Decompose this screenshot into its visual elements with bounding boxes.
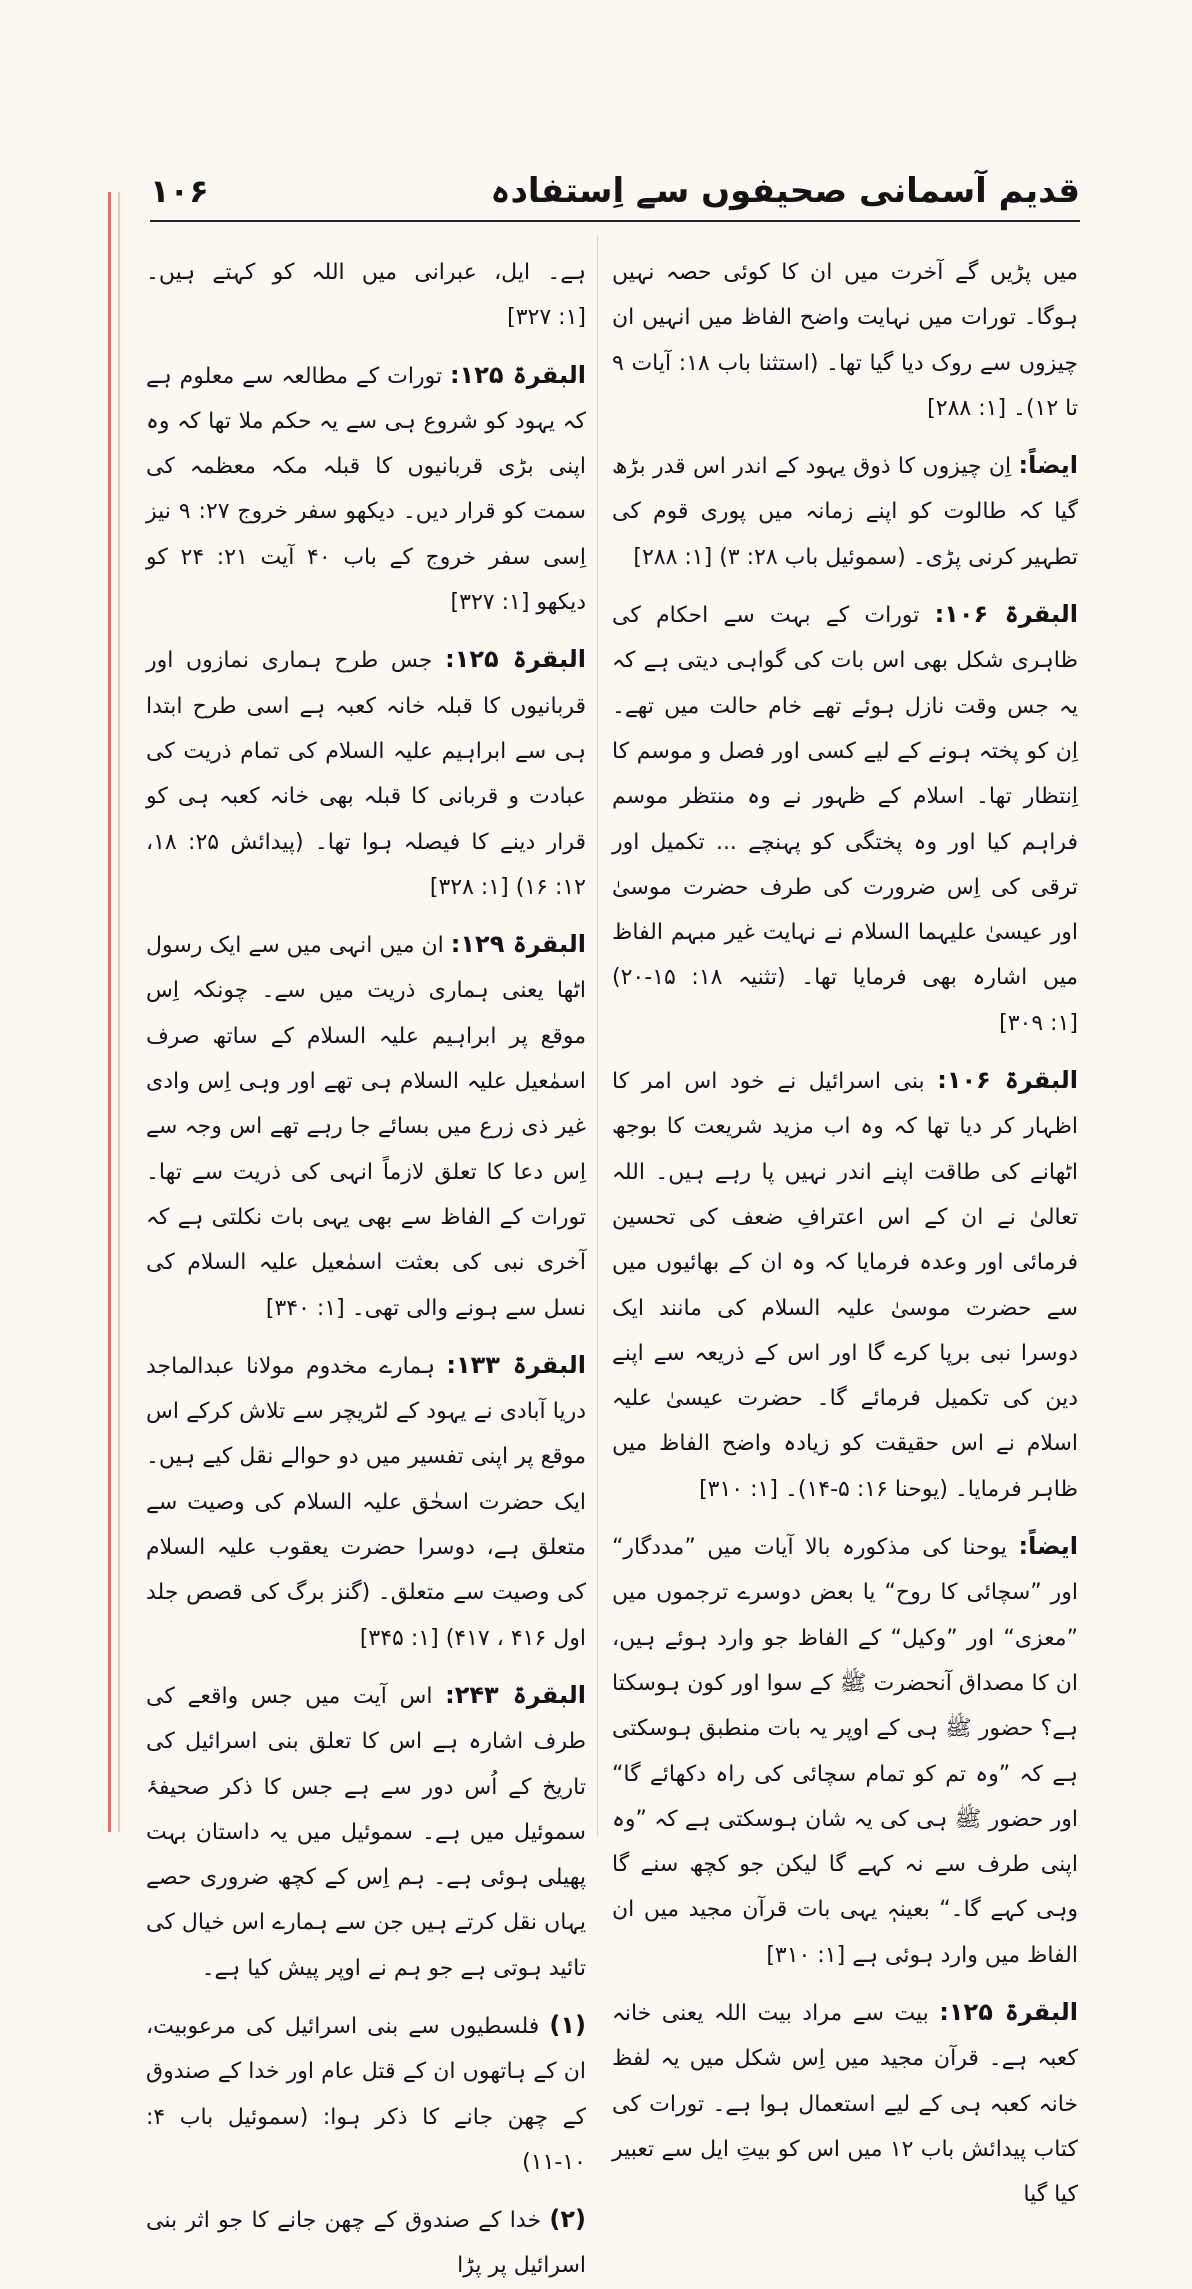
- reference: [۱: ۲۸۸]: [927, 395, 1007, 421]
- reference: [۱: ۳۰۹]: [999, 1010, 1078, 1036]
- paragraph: ایضاً: یوحنا کی مذکورہ بالا آیات میں ”مددگار“ اور ”سچائی کا روح“ یا بعض دوسرے ترجموں میں ”معزی“ اور ”وکیل“ کے الفاظ جو وارد ہوئے ہیں، ان کا مصداق آنحضرت ﷺ کے سوا اور کون ہوسکتا ہے؟ حضور ﷺ ہی کے اوپر یہ بات منطبق ہوسکتی ہے کہ ”وہ تم کو تمام سچائی کی راہ دکھائے گا“ اور حضور ﷺ ہی کی یہ شان ہوسکتی ہے کہ ”وہ اپنی طرف سے نہ کہے گا لیکن جو کچھ سنے گا وہی کہے گا۔“ بعینہٖ یہی بات قرآن مجید میں ان الفاظ میں وارد ہوئی ہے [۱: ۳۱۰]: [612, 1532, 1078, 1968]
- paragraph: البقرۃ ۲۴۳: اس آیت میں جس واقعے کی طرف اشارہ ہے اس کا تعلق بنی اسرائیل کی تاریخ کے اُس دور سے ہے جس کا ذکر صحیفۂ سموئیل میں ہے۔ سموئیل میں یہ داستان بہت پھیلی ہوئی ہے۔ ہم اِس کے کچھ ضروری حصے یہاں نقل کرتے ہیں جن سے ہمارے اس خیال کی تائید ہوتی ہے جو ہم نے اوپر پیش کیا ہے۔: [146, 1680, 587, 1981]
- paragraph: (۲) خدا کے صندوق کے چھن جانے کا جو اثر بنی اسرائیل پر پڑا: [146, 2205, 586, 2279]
- list-marker: (۱): [549, 2010, 586, 2039]
- verse-lead: ایضاً:: [1018, 1532, 1078, 1561]
- right-column: [612, 250, 1079, 2208]
- reference: [۱: ۳۴۵]: [359, 1625, 439, 1651]
- reference: [۱: ۳۱۰]: [766, 1942, 846, 1968]
- reference: [۱: ۳۴۰]: [265, 1295, 345, 1321]
- verse-lead: البقرۃ ۲۴۳:: [445, 1680, 587, 1709]
- paragraph: البقرۃ ۱۰۶: بنی اسرائیل نے خود اس امر کا اظہار کر دیا تھا کہ وہ اب مزید شریعت کا بوجھ اٹھانے کی طاقت اپنے اندر نہیں پا رہے ہیں۔ اللہ تعالیٰ نے ان کے اس اعترافِ ضعف کی تحسین فرمائی اور وعدہ فرمایا کہ وہ ان کے بھائیوں میں سے حضرت موسیٰ علیہ السلام کی مانند ایک دوسرا نبی برپا کرے گا اور اس کے ذریعہ سے اپنے دین کی تکمیل فرمائے گا۔ حضرت عیسیٰ علیہ اسلام نے اس حقیقت کو زیادہ واضح الفاظ میں ظاہر فرمایا۔ (یوحنا ۱۶: ۵-۱۴)۔ [۱: ۳۱۰]: [612, 1066, 1079, 1502]
- paragraph: البقرۃ ۱۳۳: ہمارے مخدوم مولانا عبدالماجد دریا آبادی نے یہود کے لٹریچر سے تلاش کرکے اس موقع پر اپنی تفسیر میں دو حوالے نقل کیے ہیں۔ ایک حضرت اسحٰق علیہ السلام کی وصیت سے متعلق ہے، دوسرا حضرت یعقوب علیہ السلام کی وصیت سے متعلق۔ (گنز برگ کی قصص جلد اول ۴۱۶ ، ۴۱۷) [۱: ۳۴۵]: [146, 1350, 587, 1651]
- paragraph: البقرۃ ۱۲۵: تورات کے مطالعہ سے معلوم ہے کہ یہود کو شروع ہی سے یہ حکم ملا تھا کہ وہ اپنی بڑی قربانیوں کا قبلہ مکہ معظمہ کی سمت کو قرار دیں۔ دیکھو سفر خروج ۲۷: ۹ نیز اِسی سفر خروج کے باب ۴۰ آیت ۲۱: ۲۴ کو دیکھو [۱: ۳۲۷]: [146, 360, 587, 616]
- column-divider: [597, 236, 598, 1836]
- verse-lead: البقرۃ ۱۰۶:: [937, 1066, 1079, 1095]
- left-column: [146, 250, 587, 2279]
- list-marker: (۲): [549, 2205, 586, 2234]
- paragraph: (۱) فلسطیوں سے بنی اسرائیل کی مرعوبیت، ان کے ہاتھوں ان کے قتل عام اور خدا کے صندوق کے چھن جانے کا ذکر ہوا: (سموئیل باب ۴: ۱۰-۱۱): [146, 2010, 586, 2175]
- paragraph: البقرۃ ۱۲۹: ان میں انہی میں سے ایک رسول اٹھا یعنی ہماری ذریت میں سے۔ چونکہ اِس موقع پر ابراہیم علیہ السلام کے ساتھ صرف اسمٰعیل علیہ السلام ہی تھے اور وہی اِس وادی غیر ذی زرع میں بسائے جا رہے تھے اس وجہ سے اِس دعا کا تعلق لازماً انہی کی ذریت سے تھا۔ تورات کے الفاظ سے بھی یہی بات نکلتی ہے کہ آخری نبی کی بعثت اسمٰعیل علیہ السلام کی نسل سے ہونے والی تھی۔ [۱: ۳۴۰]: [146, 930, 587, 1321]
- margin-rule: [108, 192, 111, 1832]
- paragraph: ہے۔ ایل، عبرانی میں اللہ کو کہتے ہیں۔ [۱: ۳۲۷]: [146, 260, 586, 331]
- reference: [۱: ۲۸۸]: [633, 544, 713, 570]
- paragraph: البقرۃ ۱۲۵: جس طرح ہماری نمازوں اور قربانیوں کا قبلہ خانہ کعبہ ہے اسی طرح ابتدا ہی سے ابراہیم علیہ السلام کی تمام ذریت کی عبادت و قربانی کا قبلہ بھی خانہ کعبہ ہی کو قرار دینے کا فیصلہ ہوا تھا۔ (پیدائش ۲۵: ۱۸، ۱۲: ۱۶) [۱: ۳۲۸]: [146, 645, 587, 900]
- reference: [۱: ۳۱۰]: [699, 1476, 778, 1502]
- verse-lead: البقرۃ ۱۲۹:: [450, 930, 587, 959]
- verse-lead: ایضاً:: [1018, 451, 1078, 480]
- verse-lead: البقرۃ ۱۲۵:: [939, 1997, 1078, 2026]
- page-header: [150, 168, 1080, 222]
- reference: [۱: ۳۲۸]: [429, 874, 509, 900]
- verse-lead: البقرۃ ۱۲۵:: [445, 645, 586, 674]
- paragraph: البقرۃ ۱۲۵: بیت سے مراد بیت اللہ یعنی خانہ کعبہ ہے۔ قرآن مجید میں اِس شکل میں یہ لفظ خانہ کعبہ ہی کے لیے استعمال ہوا ہے۔ تورات کی کتاب پیدائش باب ۱۲ میں اس کو بیتِ ایل سے تعبیر کیا گیا: [612, 1997, 1079, 2208]
- reference: [۱: ۳۲۷]: [507, 305, 586, 331]
- paragraph: ایضاً: اِن چیزوں کا ذوق یہود کے اندر اس قدر بڑھ گیا کہ طالوت کو اپنے زمانہ میں پوری قوم کی تطہیر کرنی پڑی۔ (سموئیل باب ۲۸: ۳) [۱: ۲۸۸]: [612, 451, 1078, 570]
- paragraph: میں پڑیں گے آخرت میں ان کا کوئی حصہ نہیں ہوگا۔ تورات میں نہایت واضح الفاظ میں انہیں ان چیزوں سے روک دیا گیا تھا۔ (استثنا باب ۱۸: آیات ۹ تا ۱۲)۔ [۱: ۲۸۸]: [612, 260, 1078, 421]
- margin-rule: [118, 192, 120, 1832]
- page-number: ۱۰۶: [150, 172, 209, 210]
- verse-lead: البقرۃ ۱۰۶:: [934, 600, 1079, 629]
- reference: [۱: ۳۲۷]: [450, 590, 530, 616]
- running-title: قدیم آسمانی صحیفوں سے اِستفادہ: [490, 171, 1080, 211]
- verse-lead: البقرۃ ۱۲۵:: [449, 360, 587, 389]
- paragraph: البقرۃ ۱۰۶: تورات کے بہت سے احکام کی ظاہری شکل بھی اس بات کی گواہی دیتی ہے کہ یہ جس وقت نازل ہوئے تھے خام حالت میں تھے۔ اِن کو پختہ ہونے کے لیے کسی اور فصل و موسم کا اِنتظار تھا۔ اسلام کے ظہور نے وہ منتظر موسم فراہم کیا اور وہ پختگی کو پہنچے ... تکمیل اور ترقی کی اِس ضرورت کی طرف حضرت موسیٰ اور عیسیٰ علیہما السلام نے نہایت غیر مبہم الفاظ میں اشارہ بھی فرمایا تھا۔ (تثنیہ ۱۸: ۱۵-۲۰) [۱: ۳۰۹]: [612, 600, 1079, 1036]
- verse-lead: البقرۃ ۱۳۳:: [446, 1350, 587, 1379]
